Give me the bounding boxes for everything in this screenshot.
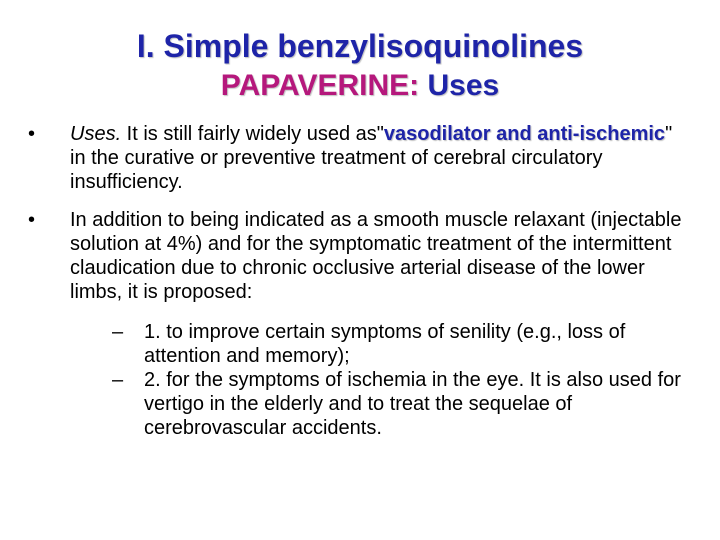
title-line-2 — [0, 66, 720, 106]
bullet-marker: • — [28, 209, 36, 231]
sub-marker: – — [112, 321, 124, 343]
bullet-indications — [28, 208, 688, 440]
sub-list — [112, 320, 688, 440]
bullet-marker: • — [28, 123, 36, 145]
sub-item-senility — [112, 320, 688, 368]
sub-marker: – — [112, 369, 124, 391]
bullet-text-after: " in the curative or preventive treatment of cerebral circulatory insufficiency. — [70, 123, 673, 193]
title-uses: Uses — [427, 69, 500, 102]
bullet-text-before: It is still fairly widely used as" — [121, 123, 384, 145]
title-papaverine: PAPAVERINE: — [220, 69, 420, 102]
highlight-vasodilator: vasodilator and anti-ischemic — [383, 123, 666, 145]
title-line-1: I. Simple benzylisoquinolines — [136, 28, 584, 64]
sub-item-text: 1. to improve certain symptoms of senility (e.g., loss of attention and memory); — [144, 321, 626, 367]
bullet-lead: Uses. — [70, 123, 122, 145]
sub-item-text: 2. for the symptoms of ischemia in the eye. It is also used for vertigo in the elderly and to treat the sequelae of cerebrovascular accidents. — [144, 369, 681, 439]
sub-item-ischemia — [112, 368, 688, 440]
bullet-uses — [28, 122, 688, 194]
slide-title — [0, 26, 720, 106]
bullet-text: In addition to being indicated as a smooth muscle relaxant (injectable solution at 4%) and for the symptomatic treatment of the intermittent claudication due to chronic occlusive arterial disease of the lower limbs, it is proposed: — [70, 209, 682, 303]
slide-content — [28, 122, 688, 454]
